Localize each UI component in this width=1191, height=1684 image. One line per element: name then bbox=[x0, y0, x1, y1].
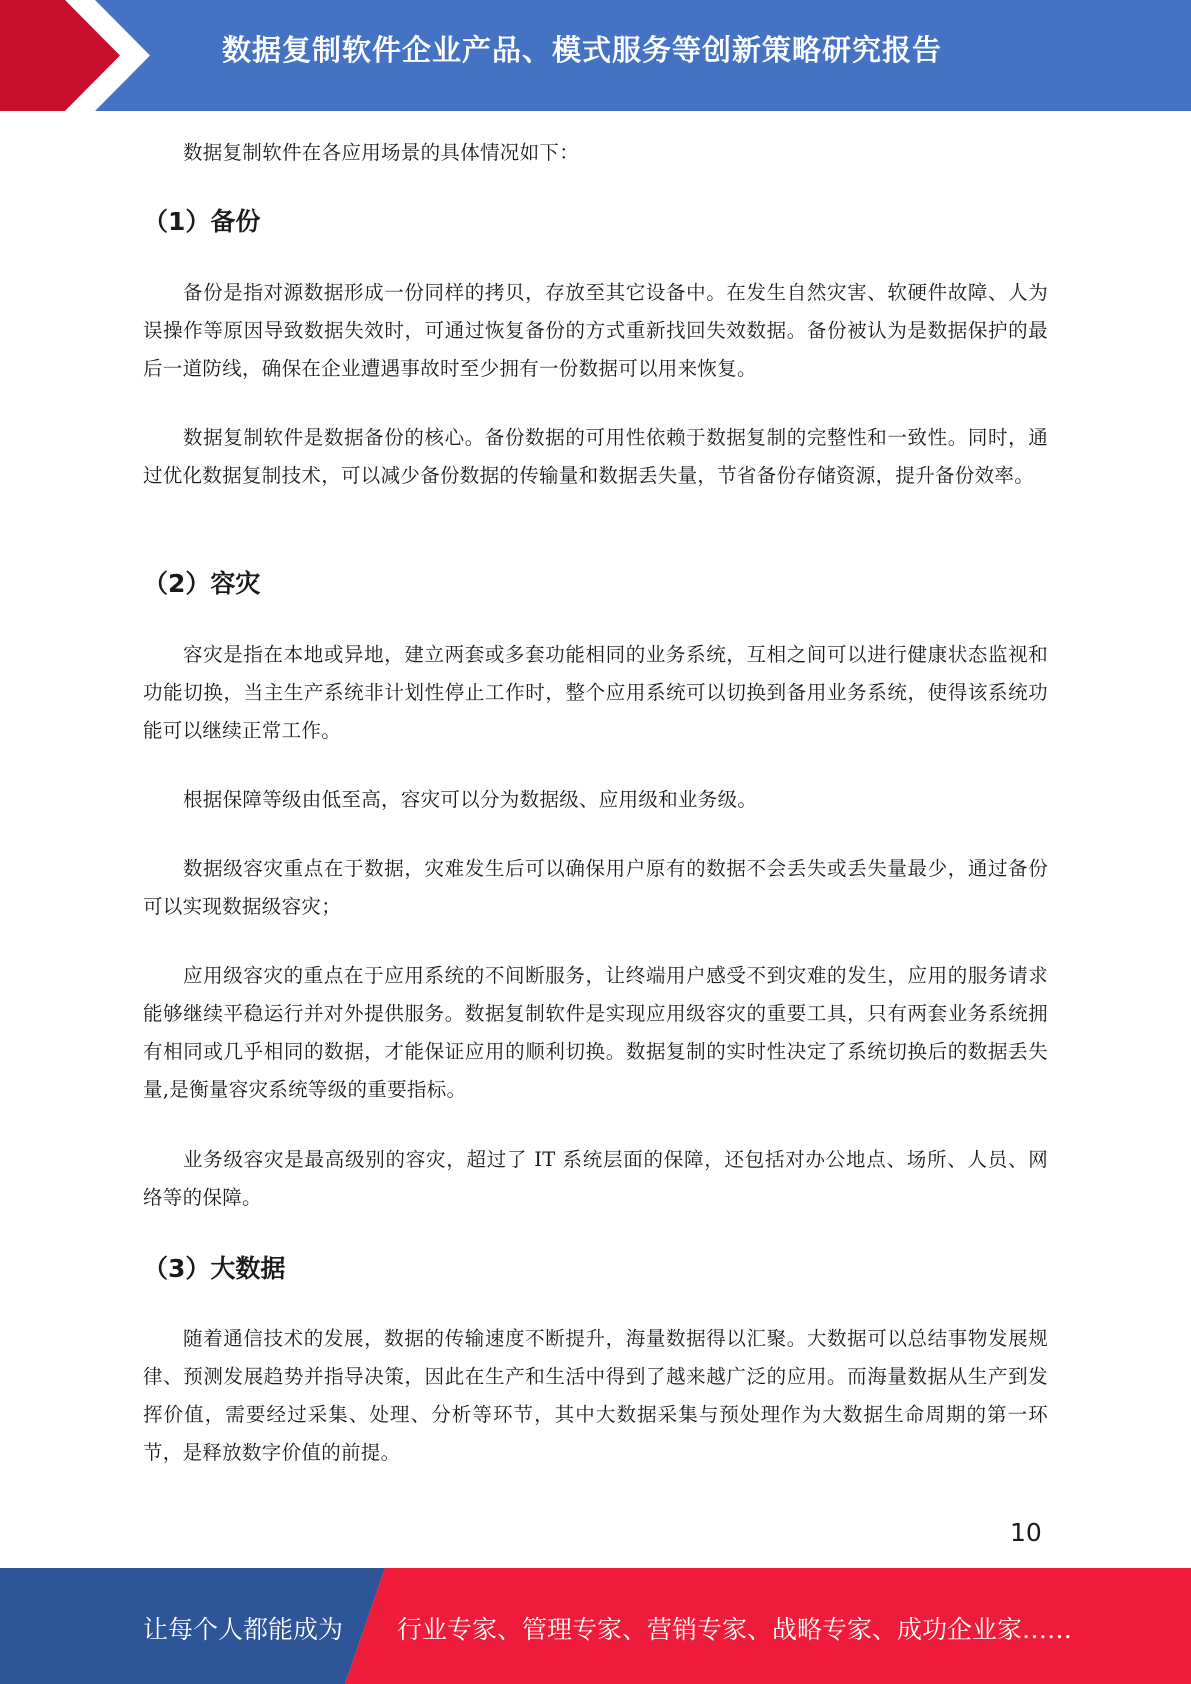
page-number: 10 bbox=[1010, 1518, 1042, 1547]
section-heading-big-data: （3）大数据 bbox=[143, 1254, 286, 1283]
header-title: 数据复制软件企业产品、模式服务等创新策略研究报告 bbox=[222, 33, 943, 67]
section-heading-backup: （1）备份 bbox=[143, 207, 261, 236]
page-footer bbox=[0, 1568, 1191, 1684]
paragraph: 根据保障等级由低至高，容灾可以分为数据级、应用级和业务级。 bbox=[183, 788, 758, 811]
paragraph: 数据复制软件是数据备份的核心。备份数据的可用性依赖于数据复制的完整性和一致性。同时，通过优化数据复制技术，可以减少备份数据的传输量和数据丢失量，节省备份存储资源，提升备份效率。 bbox=[143, 426, 1048, 487]
paragraph: 容灾是指在本地或异地，建立两套或多套功能相同的业务系统，互相之间可以进行健康状态监视和功能切换，当主生产系统非计划性停止工作时，整个应用系统可以切换到备用业务系统，使得该系统功能可以继续正常工作。 bbox=[143, 643, 1048, 742]
paragraph: 随着通信技术的发展，数据的传输速度不断提升，海量数据得以汇聚。大数据可以总结事物发展规律、预测发展趋势并指导决策，因此在生产和生活中得到了越来越广泛的应用。而海量数据从生产到发挥价值，需要经过采集、处理、分析等环节，其中大数据采集与预处理作为大数据生命周期的第一环节，是释放数字价值的前提。 bbox=[143, 1327, 1048, 1464]
header-arrow-decoration bbox=[0, 0, 160, 111]
footer-slogan-left: 让每个人都能成为 bbox=[143, 1615, 344, 1644]
section-heading-disaster-recovery: （2）容灾 bbox=[143, 569, 261, 598]
paragraph: 数据级容灾重点在于数据，灾难发生后可以确保用户原有的数据不会丢失或丢失量最少，通过备份可以实现数据级容灾； bbox=[143, 857, 1048, 918]
footer-slogan-right: 行业专家、管理专家、营销专家、战略专家、成功企业家…… bbox=[397, 1615, 1073, 1644]
paragraph: 备份是指对源数据形成一份同样的拷贝，存放至其它设备中。在发生自然灾害、软硬件故障、人为误操作等原因导致数据失效时，可通过恢复备份的方式重新找回失效数据。备份被认为是数据保护的最后一道防线，确保在企业遭遇事故时至少拥有一份数据可以用来恢复。 bbox=[143, 281, 1048, 380]
page-header bbox=[0, 0, 1191, 111]
paragraph: 业务级容灾是最高级别的容灾，超过了 IT 系统层面的保障，还包括对办公地点、场所、人员、网络等的保障。 bbox=[143, 1148, 1048, 1209]
paragraph: 应用级容灾的重点在于应用系统的不间断服务，让终端用户感受不到灾难的发生，应用的服务请求能够继续平稳运行并对外提供服务。数据复制软件是实现应用级容灾的重要工具，只有两套业务系统拥有相同或几乎相同的数据，才能保证应用的顺利切换。数据复制的实时性决定了系统切换后的数据丢失量,是衡量容灾系统等级的重要指标。 bbox=[143, 964, 1048, 1101]
intro-paragraph: 数据复制软件在各应用场景的具体情况如下： bbox=[183, 141, 580, 164]
